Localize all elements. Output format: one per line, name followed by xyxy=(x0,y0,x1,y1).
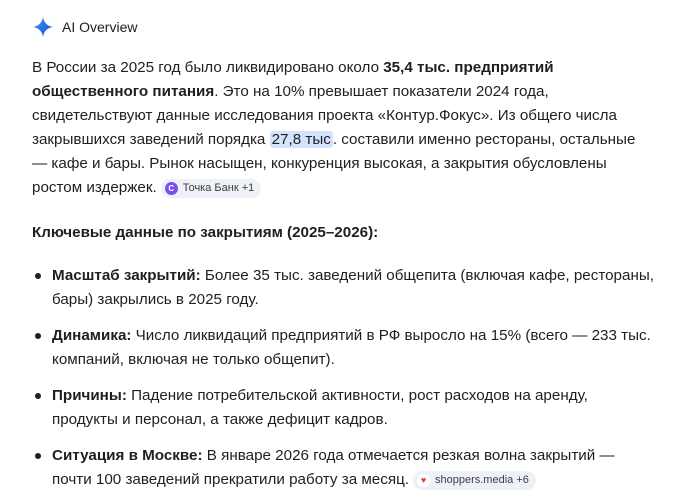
intro-bold: 35,4 тыс. предприятий общественного питания xyxy=(32,59,554,100)
ai-overview-header xyxy=(32,14,137,40)
list-item-text: Падение потребительской активности, рост расходов на аренду, продукты и персонал, а также дефицит кадров. xyxy=(52,387,588,428)
intro-text-1: В России за 2025 год было ликвидировано около xyxy=(32,59,384,76)
overview-content xyxy=(32,56,654,504)
ai-overview-title: AI Overview xyxy=(62,19,138,35)
key-data-list xyxy=(32,264,654,492)
bullet-dot xyxy=(35,453,41,459)
shoppers-media-icon: ♥ xyxy=(417,474,430,487)
source-chip-label: shoppers.media +6 xyxy=(435,474,529,486)
intro-text-2: . Это на 10% превышает показатели 2024 года, свидетельствуют данные исследования проекта «Контур.Фокус». Из общего числа закрывшихся заведений порядка xyxy=(32,83,617,148)
highlighted-value[interactable]: 27,8 тыс xyxy=(271,131,331,148)
list-item-label: Динамика: xyxy=(52,327,132,344)
tochka-bank-icon: С xyxy=(165,182,178,195)
list-item-label: Ситуация в Москве: xyxy=(52,447,203,464)
bullet-dot xyxy=(35,333,41,339)
intro-text-3: . составили именно рестораны, остальные — кафе и бары. Рынок насыщен, конкуренция высокая, а закрытия обусловлены ростом издержек. xyxy=(32,131,636,196)
list-item xyxy=(32,384,654,432)
list-item-text: В январе 2026 года отмечается резкая волна закрытий — почти 100 заведений прекратили работу за месяц. xyxy=(52,447,615,488)
bullet-dot xyxy=(35,393,41,399)
list-item xyxy=(32,264,654,312)
source-chip-label: Точка Банк +1 xyxy=(182,182,255,194)
sparkle-icon xyxy=(32,16,54,38)
list-item-label: Причины: xyxy=(52,387,127,404)
list-item xyxy=(32,444,654,492)
intro-paragraph xyxy=(32,56,654,200)
list-item-text: Более 35 тыс. заведений общепита (включая кафе, рестораны, бары) закрылись в 2025 году. xyxy=(52,267,654,308)
bullet-dot xyxy=(35,273,41,279)
section-title: Ключевые данные по закрытиям (2025–2026): xyxy=(32,224,379,241)
list-item-label: Масштаб закрытий: xyxy=(52,267,201,284)
list-item-text: Число ликвидаций предприятий в РФ выросло на 15% (всего — 233 тыс. компаний, включая не только общепит). xyxy=(52,327,651,368)
source-chip-tochka[interactable] xyxy=(161,179,262,198)
list-item xyxy=(32,324,654,372)
source-chip-shoppers[interactable] xyxy=(413,471,536,490)
